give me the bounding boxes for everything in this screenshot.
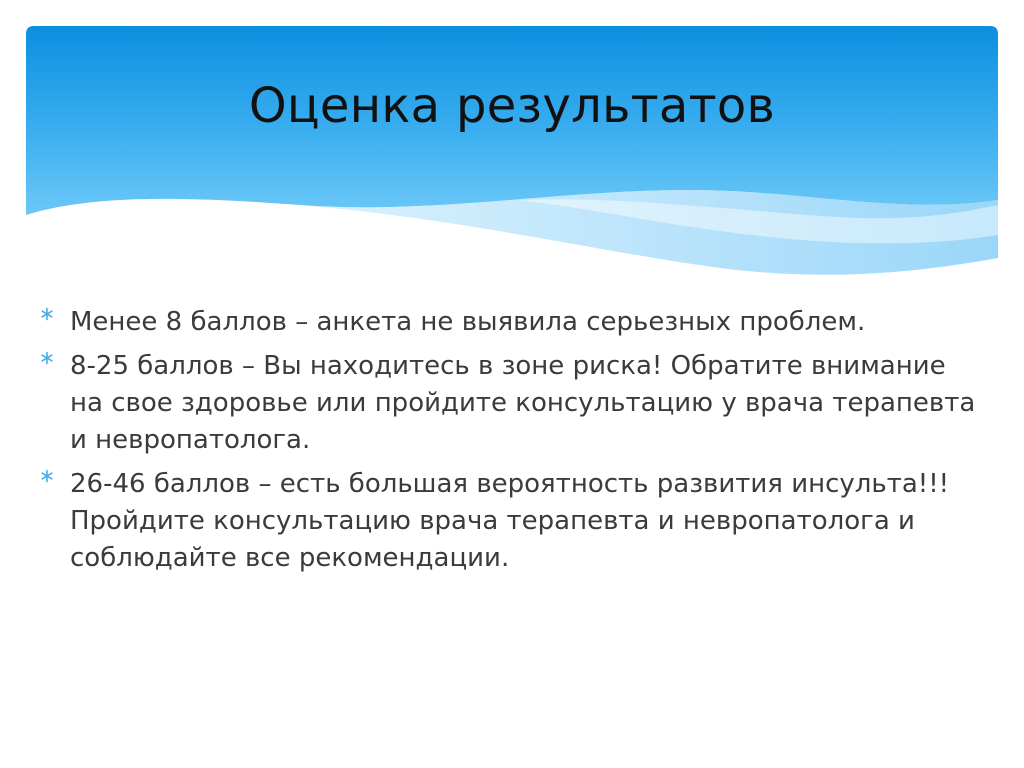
bullet-item	[40, 348, 980, 459]
slide-title: Оценка результатов	[248, 78, 776, 134]
asterisk-bullet-icon	[40, 469, 54, 483]
header-wave-banner	[0, 0, 1024, 300]
bullet-item	[40, 304, 980, 341]
bullet-list	[40, 304, 980, 584]
asterisk-bullet-icon	[40, 351, 54, 365]
bullet-text: 8-25 баллов – Вы находитесь в зоне риска! Обратите внимание на свое здоровье или пройдите консультацию у врача терапевта и невропатолога.	[70, 351, 976, 455]
asterisk-bullet-icon	[40, 307, 54, 321]
bullet-text: 26-46 баллов – есть большая вероятность развития инсульта!!! Пройдите консультацию врача терапевта и невропатолога и соблюдайте все рекомендации.	[70, 469, 950, 573]
bullet-text: Менее 8 баллов – анкета не выявила серьезных проблем.	[70, 307, 866, 337]
bullet-item	[40, 466, 980, 577]
